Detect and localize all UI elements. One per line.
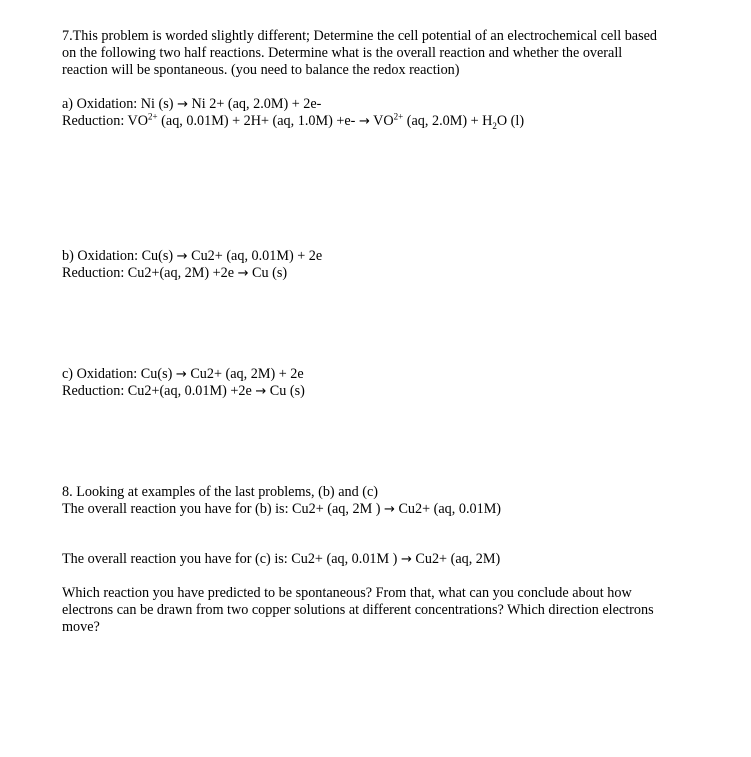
part-a-reduction-left: Reduction: VO [62,113,149,129]
part-b-reduction-right: Cu (s) [248,265,288,281]
part-a-reduction [62,113,524,130]
problem7-intro-line-3: reaction will be spontaneous. (you need to balance the redox reaction) [62,62,460,78]
problem8-overall-c [62,551,500,568]
reaction-arrow-icon: → [400,552,412,567]
reaction-arrow-icon: → [237,266,249,281]
part-a-oxidation [62,96,321,113]
problem8-intro: 8. Looking at examples of the last problems, (b) and (c) [62,484,378,500]
part-c-oxidation-right: Cu2+ (aq, 2M) + 2e [186,366,304,382]
overall-c-left: The overall reaction you have for (c) is: Cu2+ (aq, 0.01M ) [62,551,401,567]
problem8-question-line-2: electrons can be drawn from two copper solutions at different concentrations? Which direction electrons [62,602,654,618]
part-b-oxidation-right: Cu2+ (aq, 0.01M) + 2e [187,248,323,264]
problem7-intro-line-1: 7.This problem is worded slightly different; Determine the cell potential of an electrochemical cell based [62,28,658,44]
problem8-question-line-3: move? [62,619,100,635]
part-b-oxidation-left: b) Oxidation: Cu(s) [62,248,177,264]
part-a-charge-2: 2+ [393,111,404,122]
overall-c-right: Cu2+ (aq, 2M) [411,551,501,567]
part-a-oxidation-right: Ni 2+ (aq, 2.0M) + 2e- [187,96,322,112]
part-b-oxidation [62,248,322,265]
part-b-reduction-left: Reduction: Cu2+(aq, 2M) +2e [62,265,238,281]
overall-b-left: The overall reaction you have for (b) is: Cu2+ (aq, 2M ) [62,501,384,517]
reaction-arrow-icon: → [176,249,188,264]
part-c-reduction-right: Cu (s) [266,383,305,399]
part-a-reduction-right: O (l) [496,113,525,129]
overall-b-right: Cu2+ (aq, 0.01M) [394,501,502,517]
part-a-charge-1: 2+ [148,111,158,122]
part-b-reduction [62,265,287,282]
problem7-intro-line-2: on the following two half reactions. Determine what is the overall reaction and whether the overall [62,45,623,61]
part-c-oxidation-left: c) Oxidation: Cu(s) [62,366,176,382]
part-c-reduction [62,383,305,400]
part-c-reduction-left: Reduction: Cu2+(aq, 0.01M) +2e [62,383,256,399]
problem8-overall-b [62,501,501,518]
part-a-oxidation-left: a) Oxidation: Ni (s) [62,96,178,112]
reaction-arrow-icon: → [175,367,187,382]
part-c-oxidation [62,366,304,383]
problem8-question-line-1: Which reaction you have predicted to be spontaneous? From that, what can you conclude about how [62,585,632,601]
reaction-arrow-icon: → [358,114,370,129]
part-a-subscript: 2 [492,120,497,131]
part-a-reduction-mid3: (aq, 2.0M) + H [403,113,493,129]
reaction-arrow-icon: → [177,97,188,112]
reaction-arrow-icon: → [255,384,267,399]
part-a-reduction-mid2: VO [369,113,394,129]
part-a-reduction-mid: (aq, 0.01M) + 2H+ (aq, 1.0M) +e- [157,113,359,129]
reaction-arrow-icon: → [384,502,395,517]
